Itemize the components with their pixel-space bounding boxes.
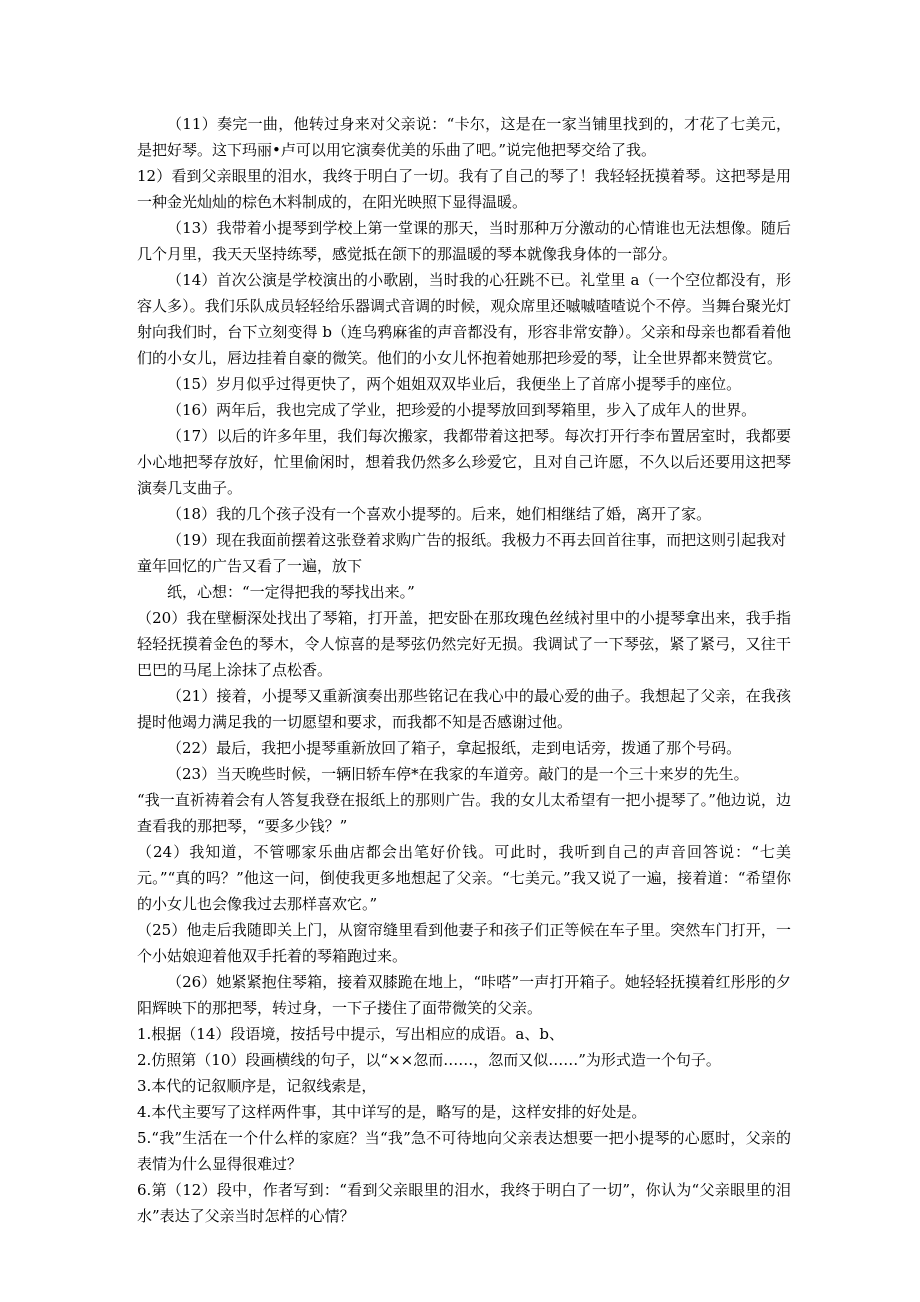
paragraph-19-continued: 纸，心想：“一定得把我的琴找出来。” xyxy=(167,583,415,601)
paragraph-14: （14）首次公演是学校演出的小歌剧，当时我的心狂跳不已。礼堂里 a（一个空位都没有，形容人多）。我们乐队成员轻轻给乐器调式音调的时候，观众席里还嘁嘁喳喳说个不停。当舞台聚光灯射向我们时，台下立刻变得 b（连乌鸦麻雀的声音都没有，形容非常安静）。父亲和母亲也都看着他们的小女儿，唇边挂着自豪的微笑。他们的小女儿怀抱着她那把珍爱的琴，让全世界都来赞赏它。 xyxy=(137,271,791,367)
paragraph-16: （16）两年后，我也完成了学业，把珍爱的小提琴放回到琴箱里，步入了成年人的世界。 xyxy=(167,401,757,419)
question-4: 4.本代主要写了这样两件事，其中详写的是，略写的是，这样安排的好处是。 xyxy=(137,1103,647,1121)
paragraph-22: （22）最后，我把小提琴重新放回了箱子，拿起报纸，走到电话旁，拨通了那个号码。 xyxy=(167,739,742,757)
paragraph-20: （20）我在壁橱深处找出了琴箱，打开盖，把安卧在那玫瑰色丝绒衬里中的小提琴拿出来，我手指轻轻抚摸着金色的琴木，令人惊喜的是琴弦仍然完好无损。我调试了一下琴弦，紧了紧弓，又往干巴巴的马尾上涂抹了点松香。 xyxy=(137,609,791,679)
paragraph-23-continued: “我一直祈祷着会有人答复我登在报纸上的那则广告。我的女儿太希望有一把小提琴了。”他边说，边查看我的那把琴，“要多少钱？” xyxy=(137,791,791,835)
question-6: 6.第（12）段中，作者写到：“看到父亲眼里的泪水，我终于明白了一切”，你认为“父亲眼里的泪水”表达了父亲当时怎样的心情？ xyxy=(137,1181,791,1225)
paragraph-11: （11）奏完一曲，他转过身来对父亲说：“卡尔，这是在一家当铺里找到的，才花了七美元，是把好琴。这下玛丽•卢可以用它演奏优美的乐曲了吧。”说完他把琴交给了我。 xyxy=(137,115,791,159)
paragraph-12: 12）看到父亲眼里的泪水，我终于明白了一切。我有了自己的琴了！我轻轻抚摸着琴。这把琴是用一种金光灿灿的棕色木料制成的，在阳光映照下显得温暖。 xyxy=(137,167,791,211)
paragraph-23: （23）当天晚些时候，一辆旧轿车停*在我家的车道旁。敲门的是一个三十来岁的先生。 xyxy=(167,765,749,783)
paragraph-17: （17）以后的许多年里，我们每次搬家，我都带着这把琴。每次打开行李布置居室时，我都要小心地把琴存放好，忙里偷闲时，想着我仍然多么珍爱它，且对自己许愿，不久以后还要用这把琴演奏几支曲子。 xyxy=(137,427,791,497)
paragraph-24: （24）我知道，不管哪家乐曲店都会出笔好价钱。可此时，我听到自己的声音回答说：“七美元。”“真的吗？”他这一问，倒使我更多地想起了父亲。“七美元。”我又说了一遍，接着道：“希望你的小女儿也会像我过去那样喜欢它。” xyxy=(137,843,791,913)
question-3: 3.本代的记叙顺序是，记叙线索是， xyxy=(137,1077,377,1095)
paragraph-26: （26）她紧紧抱住琴箱，接着双膝跪在地上，“咔嗒”一声打开箱子。她轻轻抚摸着红彤彤的夕阳辉映下的那把琴，转过身，一下子搂住了面带微笑的父亲。 xyxy=(137,973,791,1017)
question-1: 1.根据（14）段语境，按括号中提示，写出相应的成语。a、b、 xyxy=(137,1025,564,1043)
question-5: 5.“我”生活在一个什么样的家庭？当“我”急不可待地向父亲表达想要一把小提琴的心愿时，父亲的表情为什么显得很难过？ xyxy=(137,1129,791,1173)
paragraph-19: （19）现在我面前摆着这张登着求购广告的报纸。我极力不再去回首往事，而把这则引起我对童年回忆的广告又看了一遍，放下 xyxy=(137,531,787,575)
paragraph-18: （18）我的几个孩子没有一个喜欢小提琴的。后来，她们相继结了婚，离开了家。 xyxy=(167,505,712,523)
document-body xyxy=(137,111,791,1229)
paragraph-15: （15）岁月似乎过得更快了，两个姐姐双双毕业后，我便坐上了首席小提琴手的座位。 xyxy=(167,375,742,393)
paragraph-25: （25）他走后我随即关上门，从窗帘缝里看到他妻子和孩子们正等候在车子里。突然车门打开，一个小姑娘迎着他双手托着的琴箱跑过来。 xyxy=(137,921,791,965)
paragraph-13: （13）我带着小提琴到学校上第一堂课的那天，当时那种万分激动的心情谁也无法想像。随后几个月里，我天天坚持练琴，感觉抵在颌下的那温暖的琴本就像我身体的一部分。 xyxy=(137,219,791,263)
question-2: 2.仿照第（10）段画横线的句子，以“××忽而……，忽而又似……”为形式造一个句子。 xyxy=(137,1051,721,1069)
paragraph-21: （21）接着，小提琴又重新演奏出那些铭记在我心中的最心爱的曲子。我想起了父亲，在我孩提时他竭力满足我的一切愿望和要求，而我都不知是否感谢过他。 xyxy=(137,687,791,731)
